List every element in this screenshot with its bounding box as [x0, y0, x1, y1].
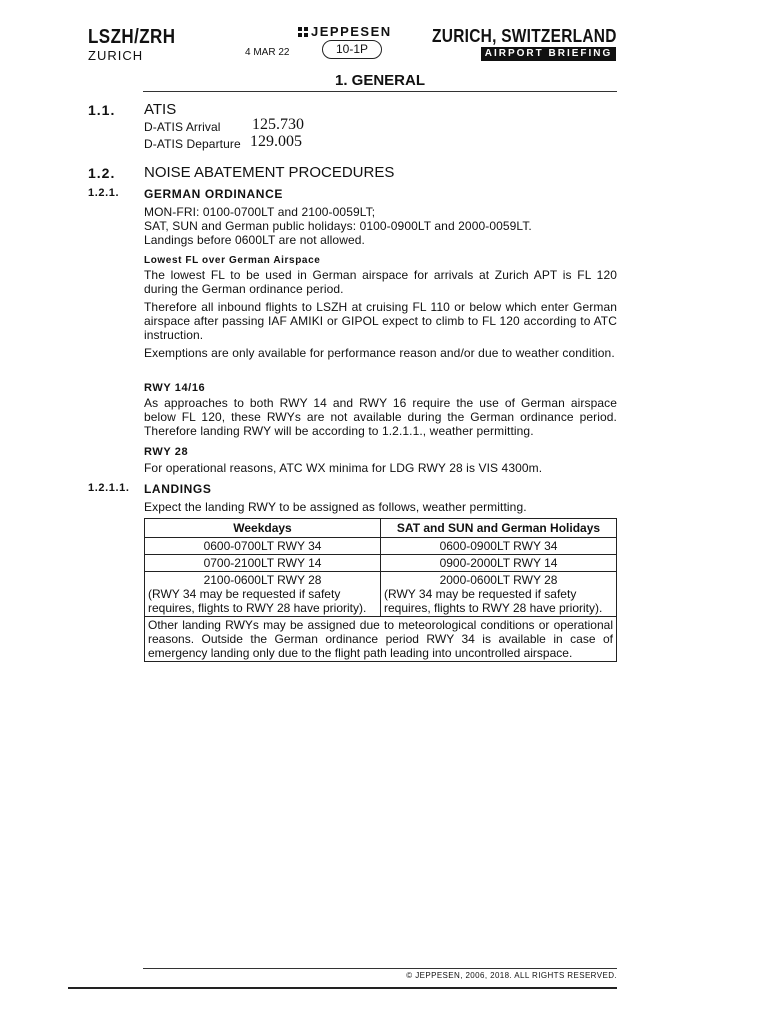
page-number: 10-1P — [322, 40, 382, 59]
atis-arrival-freq: 125.730 — [252, 116, 304, 133]
noise-heading: NOISE ABATEMENT PROCEDURES — [144, 164, 395, 181]
airport-code: LSZH/ZRH — [88, 26, 176, 48]
copyright: © JEPPESEN, 2006, 2018. ALL RIGHTS RESERVED. — [406, 971, 617, 980]
ordinance-line: Landings before 0600LT are not allowed. — [144, 233, 365, 247]
table-header-row — [145, 519, 617, 538]
table-row — [145, 572, 617, 617]
lowest-fl-heading: Lowest FL over German Airspace — [144, 255, 321, 266]
landings-intro: Expect the landing RWY to be assigned as follows, weather permitting. — [144, 500, 527, 514]
atis-arrival-label: D-ATIS Arrival — [144, 120, 221, 134]
footer-divider — [143, 968, 617, 969]
table-cell: 0600-0900LT RWY 34 — [381, 538, 617, 555]
cell-note: (RWY 34 may be requested if safety requires, flights to RWY 28 have priority). — [148, 587, 367, 615]
rwy28-text: For operational reasons, ATC WX minima for LDG RWY 28 is VIS 4300m. — [144, 461, 543, 475]
table-cell: 0600-0700LT RWY 34 — [145, 538, 381, 555]
divider — [143, 91, 617, 92]
atis-departure-label: D-ATIS Departure — [144, 137, 241, 151]
atis-departure-freq: 129.005 — [250, 133, 302, 150]
chart-type-badge: AIRPORT BRIEFING — [481, 47, 616, 61]
chart-date: 4 MAR 22 — [245, 47, 290, 58]
brand-name: JEPPESEN — [311, 24, 392, 39]
noise-number: 1.2. — [88, 165, 116, 181]
cell-heading: 2100-0600LT RWY 28 — [203, 573, 322, 587]
table-cell — [145, 572, 381, 617]
rwy1416-text: As approaches to both RWY 14 and RWY 16 require the use of German airspace below FL 120, these RWYs are not available during the German ordinance period. Therefore landing RWY will be according to 1.2.1.1., weather permitting. — [144, 396, 617, 438]
table-cell: 0900-2000LT RWY 14 — [381, 555, 617, 572]
atis-number: 1.1. — [88, 102, 116, 118]
landings-heading: LANDINGS — [144, 482, 212, 496]
jeppesen-brand — [298, 24, 392, 39]
cell-note: (RWY 34 may be requested if safety requires, flights to RWY 28 have priority). — [384, 587, 603, 615]
column-header-weekend: SAT and SUN and German Holidays — [381, 519, 617, 538]
ordinance-times — [144, 205, 617, 247]
location-title: ZURICH, SWITZERLAND — [432, 26, 617, 46]
paragraph: Therefore all inbound flights to LSZH at cruising FL 110 or below which enter German airspace after passing IAF AMIKI or GIPOL expect to climb to FL 120 according to ATC instruction. — [144, 300, 617, 342]
atis-heading: ATIS — [144, 101, 177, 118]
ordinance-number: 1.2.1. — [88, 187, 120, 199]
ordinance-line: SAT, SUN and German public holidays: 0100-0900LT and 2000-0059LT. — [144, 219, 532, 233]
airport-city: ZURICH — [88, 48, 144, 63]
table-row — [145, 555, 617, 572]
table-footnote-row — [145, 617, 617, 662]
ordinance-heading: GERMAN ORDINANCE — [144, 187, 283, 201]
lowest-fl-text — [144, 268, 617, 360]
ordinance-line: MON-FRI: 0100-0700LT and 2100-0059LT; — [144, 205, 376, 219]
jeppesen-logo-icon — [298, 25, 308, 35]
paragraph: Exemptions are only available for performance reason and/or due to weather condition. — [144, 346, 615, 360]
column-header-weekdays: Weekdays — [145, 519, 381, 538]
page-bottom-rule — [68, 987, 617, 989]
table-row — [145, 538, 617, 555]
section-title: 1. GENERAL — [334, 72, 425, 89]
table-cell: 0700-2100LT RWY 14 — [145, 555, 381, 572]
table-footnote: Other landing RWYs may be assigned due to meteorological conditions or operational reasons. Outside the German ordinance period RWY 34 is available in case of emergency landing only due to the flight path leading into uncontrolled airspace. — [145, 617, 617, 662]
cell-heading: 2000-0600LT RWY 28 — [439, 573, 558, 587]
landing-runway-table — [144, 518, 617, 662]
rwy28-heading: RWY 28 — [144, 446, 189, 458]
table-cell — [381, 572, 617, 617]
rwy1416-heading: RWY 14/16 — [144, 382, 206, 394]
landings-number: 1.2.1.1. — [88, 482, 130, 494]
paragraph: The lowest FL to be used in German airspace for arrivals at Zurich APT is FL 120 during the German ordinance period. — [144, 268, 617, 296]
